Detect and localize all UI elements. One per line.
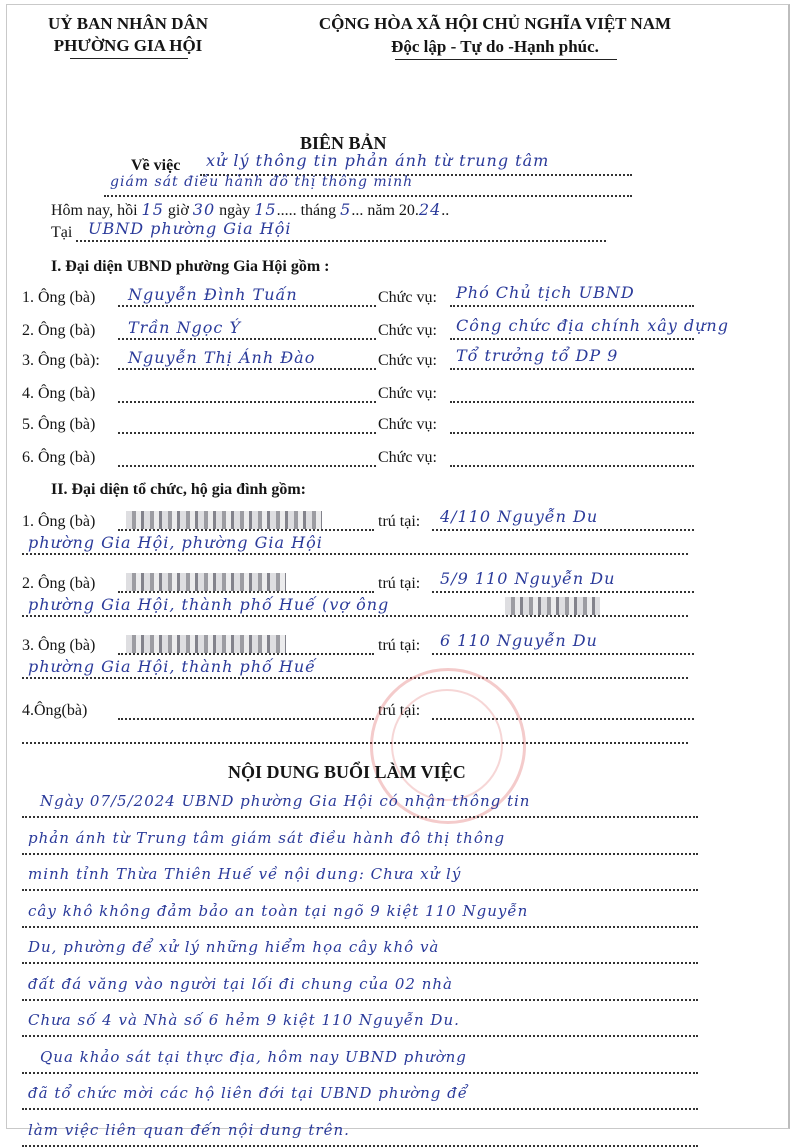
rep-role-label: Chức vụ: [378,449,437,466]
subject-line-2 [104,195,632,197]
org-name: UỶ BAN NHÂN DÂN [47,14,209,33]
day-label: ngày [215,202,255,219]
content-line [22,816,698,818]
org-underline [70,58,188,59]
content-handwriting: Ngày 07/5/2024 UBND phường Gia Hội có nhận thông tin [40,792,531,810]
content-line [22,962,698,964]
household-addr-label: trú tại: [378,637,421,654]
household-row-label: 2. Ông (bà) [22,575,96,592]
content-handwriting: phản ánh từ Trung tâm giám sát điều hành đô thị thông [28,828,506,847]
doc-title: BIÊN BẢN [300,133,387,153]
content-line [22,1072,698,1074]
section-2-heading: II. Đại diện tổ chức, hộ gia đình gồm: [51,481,306,498]
rep-row-label: 3. Ông (bà): [22,352,100,369]
content-handwriting: Du, phường để xử lý những hiểm họa cây khô và [28,938,440,956]
content-handwriting: đã tổ chức mời các hộ liên đới tại UBND phường để [28,1084,469,1102]
section-1-heading: I. Đại diện UBND phường Gia Hội gồm : [51,258,330,275]
minute-value: 30 [192,200,216,219]
national-motto: Độc lập - Tự do -Hạnh phúc. [391,37,599,56]
rep-role-line [450,305,694,307]
content-handwriting: làm việc liên quan đến nội dung trên. [28,1120,350,1139]
content-handwriting: cây khô không đảm bảo an toàn tại ngõ 9 kiệt 110 Nguyễn [28,901,529,920]
rep-name-line [118,305,376,307]
household-addr-line-2 [22,677,688,679]
redacted-name [126,635,286,653]
content-handwriting: Qua khảo sát tại thực địa, hôm nay UBND phường [40,1047,467,1066]
rep-name-line [118,338,376,340]
content-handwriting: Chưa số 4 và Nhà số 6 hẻm 9 kiệt 110 Nguyễn Du. [28,1011,460,1029]
household-addr-handwriting: 5/9 110 Nguyễn Du [440,569,616,588]
location-handwriting: UBND phường Gia Hội [88,219,292,238]
household-addr-handwriting: 6 110 Nguyễn Du [440,631,598,650]
household-addr-label: trú tại: [378,513,421,530]
household-addr-line [432,591,694,593]
location-label: Tại [51,224,73,241]
org-subname: PHƯỜNG GIA HỘI [53,36,203,55]
rep-role-label: Chức vụ: [378,385,437,402]
hour-value: 15 [141,200,164,219]
time-suffix: .. [441,202,450,219]
content-line [22,853,698,855]
rep-row-label: 4. Ông (bà) [22,385,96,402]
rep-row-label: 5. Ông (bà) [22,416,96,433]
rep-role-handwriting: Phó Chủ tịch UBND [456,283,635,302]
motto-underline [395,59,617,60]
household-addr-line [432,529,694,531]
household-addr2-handwriting: phường Gia Hội, thành phố Huế [28,657,317,676]
year-value: 24 [418,200,442,219]
content-handwriting: đất đá văng vào người tại lối đi chung của 02 nhà [28,974,453,993]
household-addr-handwriting: 4/110 Nguyễn Du [440,507,599,526]
household-addr-line-2 [22,553,688,555]
household-row-label: 3. Ông (bà) [22,637,96,654]
rep-role-line [450,401,694,403]
content-line [22,1145,698,1147]
household-name-line [118,591,374,593]
subject-handwriting-2: giám sát điều hành đô thị thông minh [110,174,414,190]
subject-handwriting-1: xử lý thông tin phản ánh từ trung tâm [206,151,550,170]
subject-label: Về việc [131,157,181,174]
household-name-line [118,653,374,655]
rep-role-handwriting: Công chức địa chính xây dựng [456,316,729,335]
content-line [22,926,698,928]
content-line [22,1035,698,1037]
document-page [6,4,790,1129]
redacted-name [126,511,322,529]
rep-name-line [118,465,376,467]
household-addr-line [432,653,694,655]
rep-role-label: Chức vụ: [378,289,437,306]
location-line [76,240,606,242]
time-prefix-label: Hôm nay, hồi [51,202,142,219]
redacted-name [126,573,286,591]
content-handwriting: minh tỉnh Thừa Thiên Huế về nội dung: Chưa xử lý [28,865,462,883]
household-addr-line-2 [22,742,688,744]
household-addr-line-2 [22,615,688,617]
rep-role-line [450,338,694,340]
household-row-label: 1. Ông (bà) [22,513,96,530]
rep-name-handwriting: Trần Ngọc Ý [128,318,241,337]
rep-role-label: Chức vụ: [378,352,437,369]
time-line [51,200,449,220]
content-line [22,1108,698,1110]
rep-row-label: 2. Ông (bà) [22,322,96,339]
rep-role-line [450,465,694,467]
household-row-label: 4.Ông(bà) [22,702,88,719]
rep-name-handwriting: Nguyễn Đình Tuấn [128,285,298,304]
rep-role-label: Chức vụ: [378,416,437,433]
rep-name-line [118,401,376,403]
rep-role-line [450,368,694,370]
household-addr2-handwriting: phường Gia Hội, phường Gia Hội [28,533,323,552]
rep-name-line [118,368,376,370]
month-label: ..... tháng [276,202,341,219]
day-value: 15 [254,200,277,219]
household-addr-label: trú tại: [378,575,421,592]
month-value: 5 [340,200,352,219]
rep-row-label: 6. Ông (bà) [22,449,96,466]
national-title: CỘNG HÒA XÃ HỘI CHỦ NGHĨA VIỆT NAM [318,14,672,33]
rep-row-label: 1. Ông (bà) [22,289,96,306]
rep-name-handwriting: Nguyễn Thị Ánh Đào [128,348,316,367]
household-name-line [118,529,374,531]
content-line [22,999,698,1001]
redacted-name [505,597,600,615]
household-addr-label: trú tại: [378,702,421,719]
year-label: ... năm 20. [351,202,419,219]
content-heading: NỘI DUNG BUỔI LÀM VIỆC [228,762,466,782]
household-name-line [118,718,374,720]
rep-name-line [118,432,376,434]
hour-label: giờ [163,202,193,219]
content-line [22,889,698,891]
rep-role-label: Chức vụ: [378,322,437,339]
rep-role-line [450,432,694,434]
rep-role-handwriting: Tổ trưởng tổ DP 9 [456,346,619,365]
household-addr2-handwriting: phường Gia Hội, thành phố Huế (vợ ông [28,595,390,614]
